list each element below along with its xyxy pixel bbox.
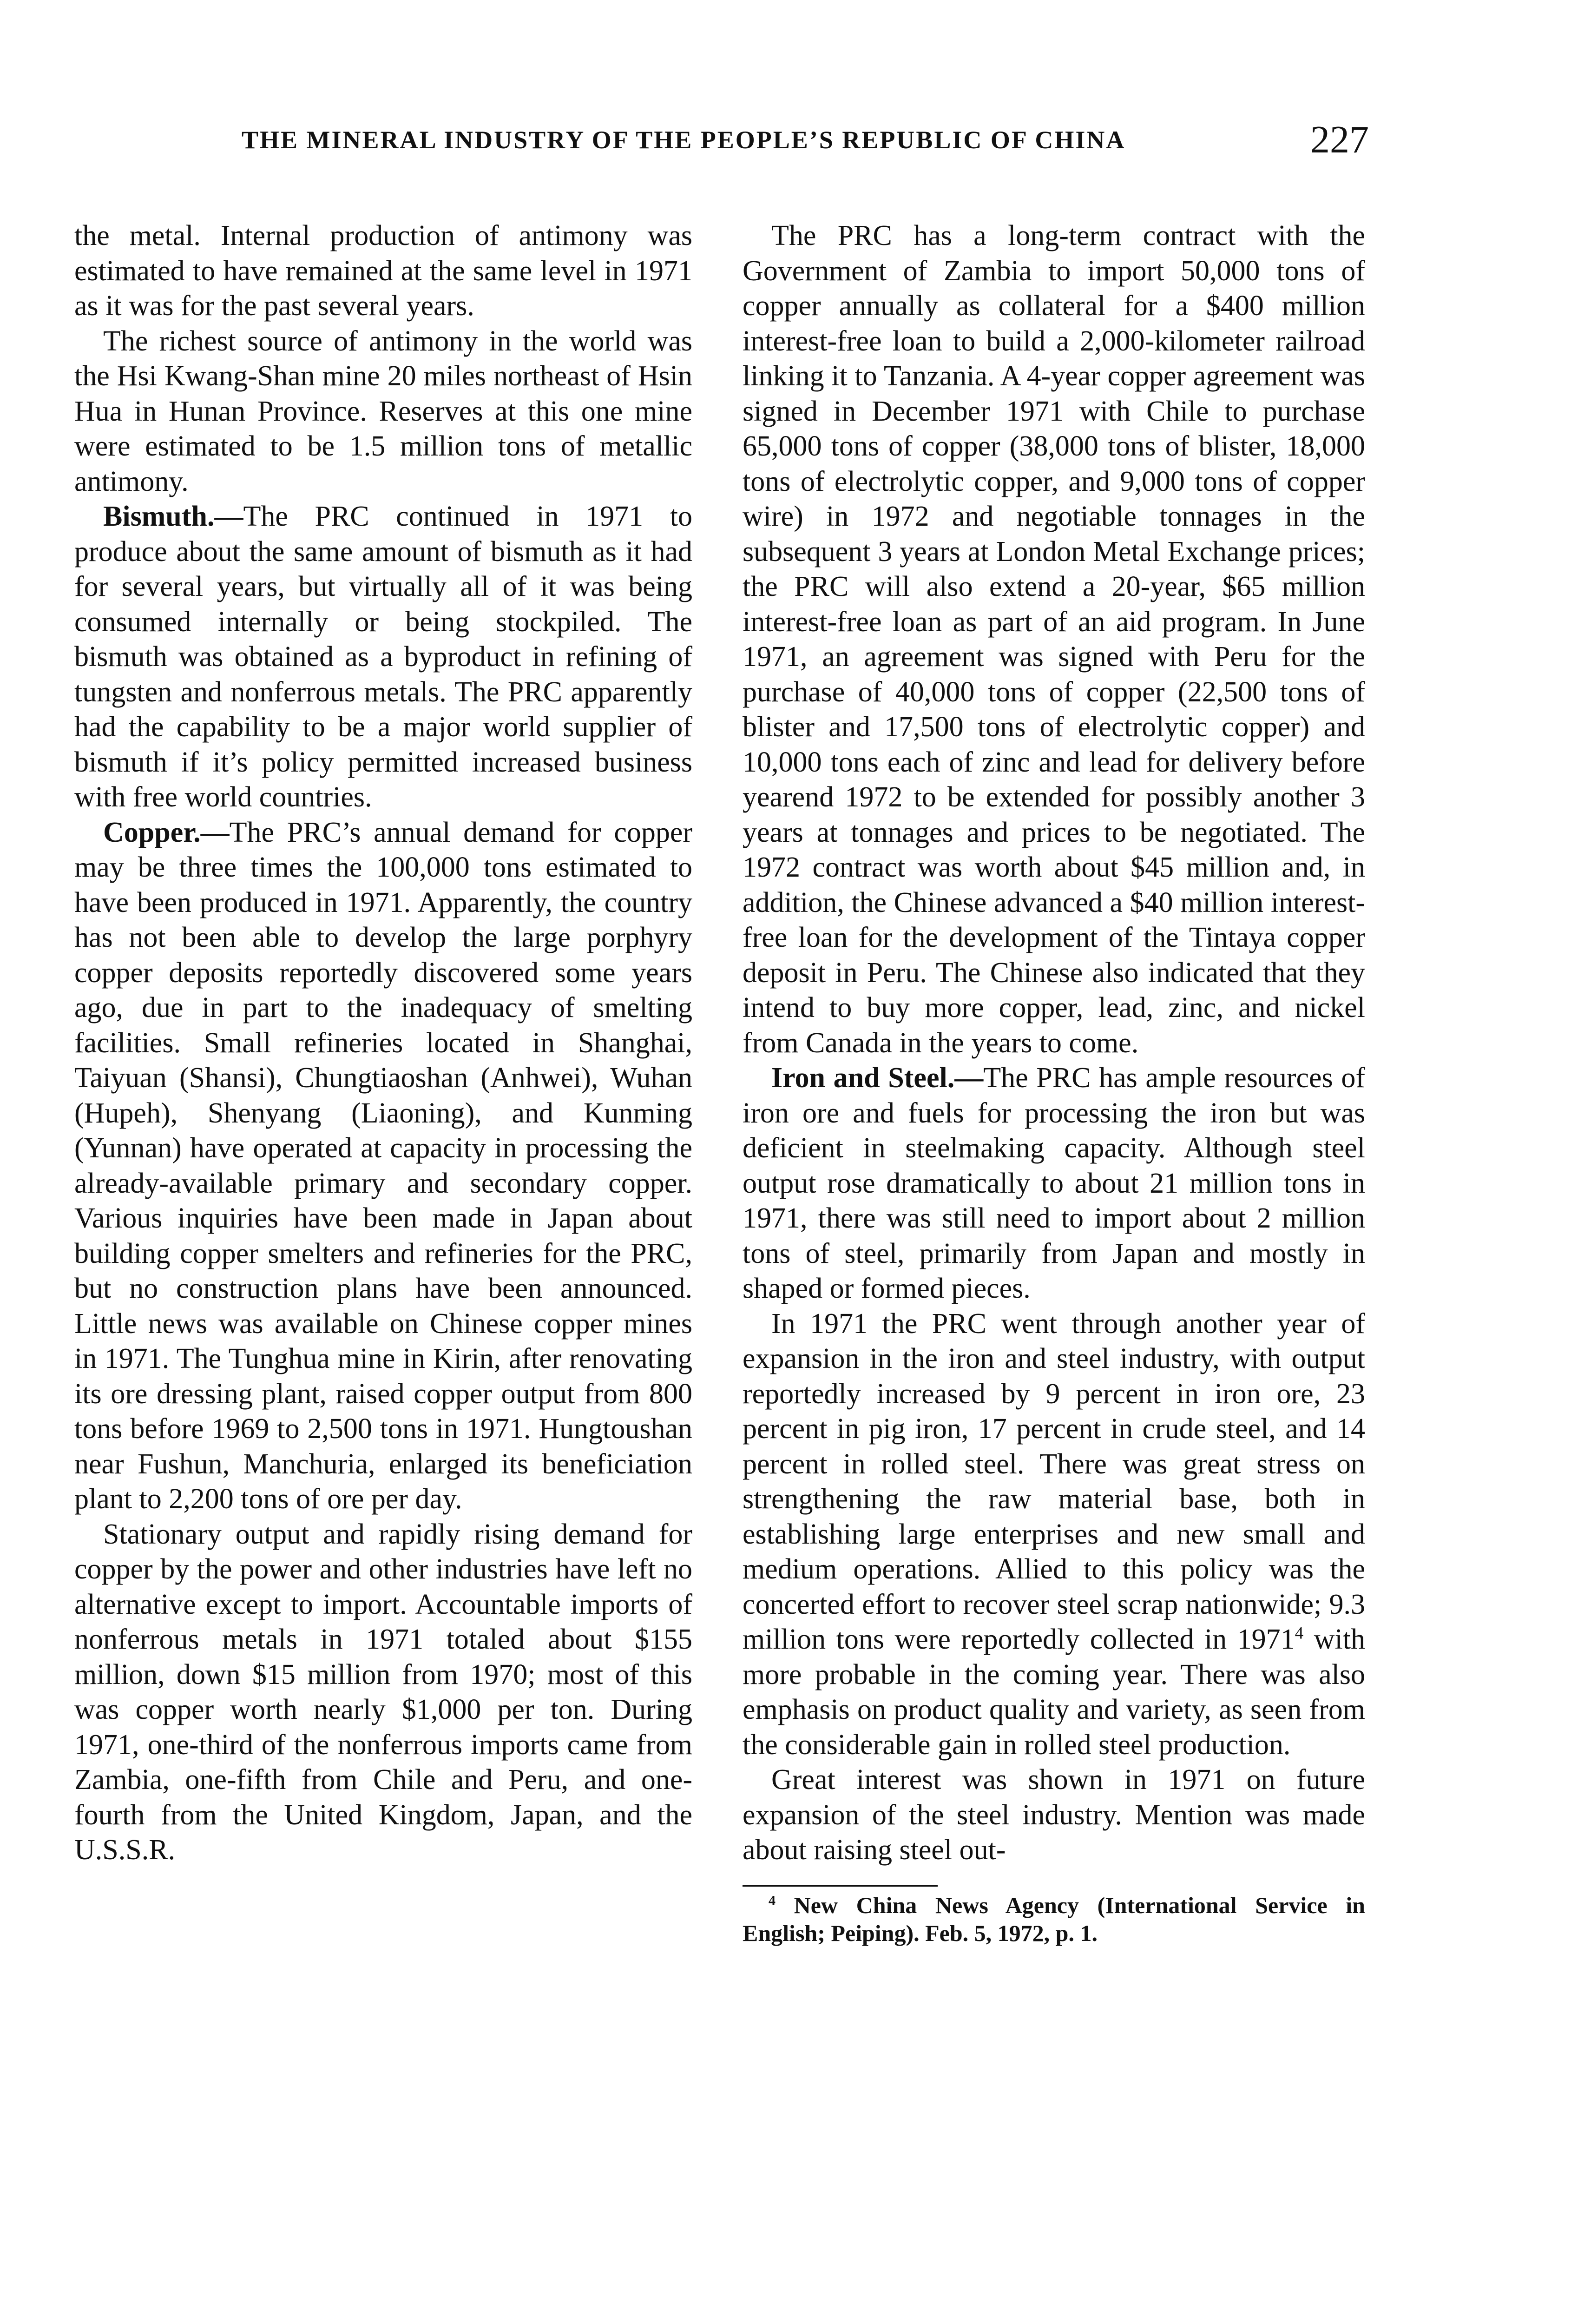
- paragraph-text: with more probable in the coming year. There was also emphasis on product quality and variety, as seen from the considerable gain in rolled steel production.: [743, 1624, 1365, 1761]
- footnote-text: New China News Agency (International Service in English; Peiping). Feb. 5, 1972, p. 1.: [743, 1892, 1365, 1946]
- paragraph-text: The PRC has ample resources of iron ore and fuels for processing the iron but was deficient in steelmaking capacity. Although steel output rose dramatically to about 21 million tons in 1971, there was still need to import about 2 million tons of steel, primarily from Japan and mostly in shaped or formed pieces.: [743, 1062, 1365, 1304]
- footnote-reference[interactable]: 4: [1295, 1624, 1304, 1643]
- paragraph: The richest source of antimony in the world was the Hsi Kwang-Shan mine 20 miles northeast of Hsin Hua in Hunan Province. Reserves at this one mine were estimated to be 1.5 million tons of metallic antimony.: [74, 325, 692, 497]
- left-column: [74, 218, 692, 1868]
- page-number: 227: [1310, 118, 1369, 161]
- paragraph: [743, 1307, 1365, 1763]
- section-heading-bismuth: Bismuth.—: [103, 501, 243, 532]
- section-heading-copper: Copper.—: [103, 816, 230, 848]
- paragraph-bismuth: [74, 499, 692, 815]
- paragraph: Stationary output and rapidly rising demand for copper by the power and other industries have left no alternative except to import. Accountable imports of nonferrous metals in 1971 totaled about $155 million, down $15 million from 1970; most of this was copper worth nearly $1,000 per ton. During 1971, one-third of the nonferrous imports came from Zambia, one-fifth from Chile and Peru, and one-fourth from the United Kingdom, Japan, and the U.S.S.R.: [74, 1518, 692, 1866]
- paragraph-text: The PRC’s annual demand for copper may be three times the 100,000 tons estimated to have been produced in 1971. Apparently, the country has not been able to develop the large porphyry copper deposits reportedly discovered some years ago, due in part to the inadequacy of smelting facilities. Small refineries located in Shanghai, Taiyuan (Shansi), Chungtiaoshan (Anhwei), Wuhan (Hupeh), Shenyang (Liaoning), and Kunming (Yunnan) have operated at capacity in processing the already-available primary and secondary copper. Various inquiries have been made in Japan about building copper smelters and refineries for the PRC, but no construction plans have been announced. Little news was available on Chinese copper mines in 1971. The Tunghua mine in Kirin, after renovating its ore dressing plant, raised copper output from 800 tons before 1969 to 2,500 tons in 1971. Hungtoushan near Fushun, Manchuria, enlarged its beneficiation plant to 2,200 tons of ore per day.: [74, 816, 692, 1515]
- paragraph-text: In 1971 the PRC went through another year of expansion in the iron and steel industry, with output reportedly increased by 9 percent in iron ore, 23 percent in pig iron, 17 percent in crude steel, and 14 percent in rolled steel. There was great stress on strengthening the raw material base, both in establishing large enterprises and new small and medium operations. Allied to this policy was the concerted effort to recover steel scrap nationwide; 9.3 million tons were reportedly collected in 1971: [743, 1307, 1365, 1655]
- right-column: [743, 218, 1365, 1947]
- paragraph: the metal. Internal production of antimony was estimated to have remained at the same level in 1971 as it was for the past several years.: [74, 220, 692, 322]
- section-heading-iron-steel: Iron and Steel.—: [771, 1062, 984, 1094]
- paragraph-iron-steel: [743, 1061, 1365, 1307]
- running-head: THE MINERAL INDUSTRY OF THE PEOPLE’S REPUBLIC OF CHINA: [242, 126, 1126, 154]
- paragraph-text: The PRC continued in 1971 to produce about the same amount of bismuth as it had for several years, but virtually all of it was being consumed internally or being stockpiled. The bismuth was obtained as a byproduct in refining of tungsten and nonferrous metals. The PRC apparently had the capability to be a major world supplier of bismuth if it’s policy permitted increased business with free world countries.: [74, 501, 692, 813]
- paragraph: The PRC has a long-term contract with the Government of Zambia to import 50,000 tons of copper annually as collateral for a $400 million interest-free loan to build a 2,000-kilometer railroad linking it to Tanzania. A 4-year copper agreement was signed in December 1971 with Chile to purchase 65,000 tons of copper (38,000 tons of blister, 18,000 tons of electrolytic copper, and 9,000 tons of copper wire) in 1972 and negotiable tonnages in the subsequent 3 years at London Metal Exchange prices; the PRC will also extend a 20-year, $65 million interest-free loan as part of an aid program. In June 1971, an agreement was signed with Peru for the purchase of 40,000 tons of copper (22,500 tons of blister and 17,500 tons of electrolytic copper) and 10,000 tons each of zinc and lead for delivery before yearend 1972 to be extended for possibly another 3 years at tonnages and prices to be negotiated. The 1972 contract was worth about $45 million and, in addition, the Chinese advanced a $40 million interest-free loan for the development of the Tintaya copper deposit in Peru. The Chinese also indicated that they intend to buy more copper, lead, zinc, and nickel from Canada in the years to come.: [743, 220, 1365, 1059]
- paragraph-copper: [74, 815, 692, 1517]
- footnote-marker: 4: [769, 1892, 776, 1908]
- footnote: [743, 1891, 1365, 1947]
- footnote-divider: [743, 1885, 938, 1887]
- paragraph: Great interest was shown in 1971 on future expansion of the steel industry. Mention was made about raising steel out-: [743, 1764, 1365, 1866]
